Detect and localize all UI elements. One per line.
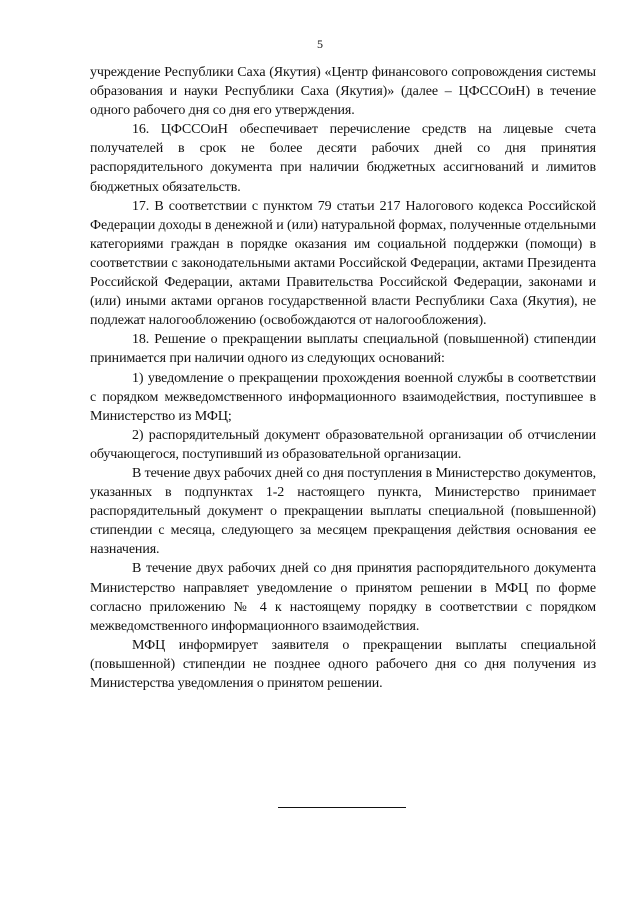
- paragraph-17: 17. В соответствии с пунктом 79 статьи 217 Налогового кодекса Российской Федерации доходы в денежной и (или) натуральной формах, полученные отдельными категориями граждан в порядке оказания им социальной поддержки (помощи) в соответствии с законодательными актами Российской Федерации, актами Президента Российской Федерации, актами Правительства Российской Федерации, законами и (или) иными актами органов государственной власти Республики Саха (Якутия), не подлежат налогообложению (освобождаются от налогообложения).: [90, 198, 596, 329]
- document-body: [90, 63, 596, 693]
- closing-rule: [278, 807, 406, 808]
- paragraph-18: 18. Решение о прекращении выплаты специальной (повышенной) стипендии принимается при наличии одного из следующих оснований:: [90, 332, 596, 367]
- page-number: 5: [317, 37, 323, 51]
- paragraph-16: 16. ЦФССОиН обеспечивает перечисление средств на лицевые счета получателей в срок не более десяти рабочих дней со дня принятия распорядительного документа при наличии бюджетных ассигнований и лимитов бюджетных обязательств.: [90, 122, 596, 195]
- paragraph-18-item-2: 2) распорядительный документ образовательной организации об отчислении обучающегося, поступивший из образовательной организации.: [90, 427, 596, 462]
- paragraph-18-item-1: 1) уведомление о прекращении прохождения военной службы в соответствии с порядком межведомственного информационного взаимодействия, поступившее в Министерство из МФЦ;: [90, 370, 596, 424]
- paragraph-mfc-informs: МФЦ информирует заявителя о прекращении выплаты специальной (повышенной) стипендии не позднее одного рабочего дня со дня получения из Министерства уведомления о принятом решении.: [90, 637, 596, 691]
- paragraph-continuation: учреждение Республики Саха (Якутия) «Центр финансового сопровождения системы образования и науки Республики Саха (Якутия)» (далее – ЦФССОиН) в течение одного рабочего дня со дня его утверждения.: [90, 65, 596, 119]
- paragraph-decision-term: В течение двух рабочих дней со дня поступления в Министерство документов, указанных в подпунктах 1-2 настоящего пункта, Министерство принимает распорядительный документ о прекращении выплаты специальной (повышенной) стипендии с месяца, следующего за месяцем прекращения действия основания ее назначения.: [90, 465, 597, 558]
- paragraph-notification-term: В течение двух рабочих дней со дня принятия распорядительного документа Министерство направляет уведомление о принятом решении в МФЦ по форме согласно приложению № 4 к настоящему порядку в соответствии с порядком межведомственного информационного взаимодействия.: [90, 561, 596, 634]
